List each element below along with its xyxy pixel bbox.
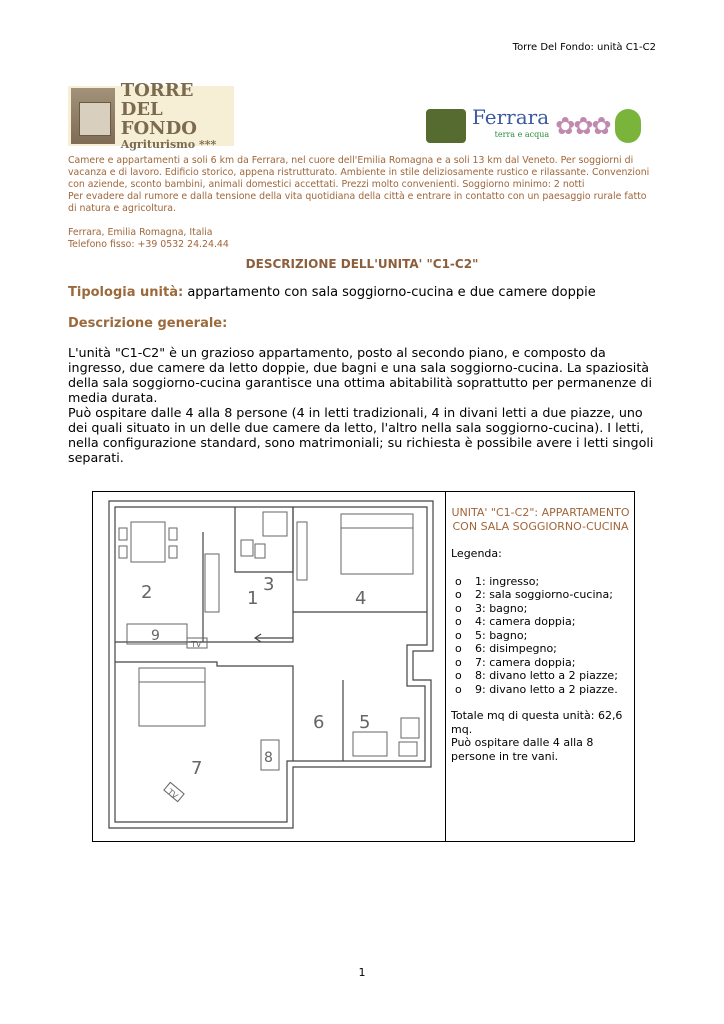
outer-wall [109, 501, 433, 828]
room-label: 9 [151, 628, 160, 644]
legend-item-text: 2: sala soggiorno-cucina; [475, 588, 613, 601]
toilet-bath5 [399, 742, 417, 756]
typology-value: appartamento con sala soggiorno-cucina e due camere doppie [187, 285, 596, 300]
chair [169, 546, 177, 558]
floor-plan [93, 492, 445, 841]
typology [68, 285, 596, 300]
chair [169, 528, 177, 540]
bed-room4 [341, 514, 413, 574]
list-item [451, 615, 630, 629]
room-label: 5 [359, 712, 371, 733]
list-bullet: o [455, 655, 462, 669]
ferrara-logo [472, 105, 550, 144]
list-item [451, 642, 630, 656]
general-description-heading [68, 316, 227, 331]
agriturismo-logo [426, 109, 466, 143]
legend-item-text: 7: camera doppia; [475, 655, 576, 669]
wall-room2 [115, 532, 203, 642]
body-paragraph-2: Può ospitare dalle 4 alla 8 persone (4 in letti tradizionali, 4 in divani letti a due piazze, uno dei quali situato in un delle due camere da letto, l'altro nella sala soggiorno-cucina). I letti, nella configurazione standard, sono matrimoniali; su richiesta è possibile avere i letti singoli separati. [68, 405, 654, 465]
list-bullet: o [455, 601, 462, 615]
intro-address: Ferrara, Emilia Romagna, Italia [68, 227, 213, 238]
section-title: DESCRIZIONE DELL'UNITA' "C1-C2" [245, 257, 479, 271]
room-label: 3 [263, 574, 275, 595]
torre-del-fondo-logo [68, 80, 234, 151]
flower-rating-icon: ✿✿✿ [555, 112, 610, 140]
header-doc-title: Torre Del Fondo: unità C1-C2 [512, 42, 656, 53]
room-label: 4 [355, 588, 367, 609]
partner-logos [426, 106, 656, 146]
table [131, 522, 165, 562]
intro-paragraph2: Per evadere dal rumore e dalla tensione della vita quotidiana della città e entrare in contatto con un paesaggio rurale fatto di natura e agricoltura. [68, 191, 647, 214]
list-item [451, 602, 630, 616]
room-label: 7 [191, 758, 203, 779]
page-number: 1 [358, 966, 366, 979]
legend-heading: Legenda: [451, 547, 502, 560]
room-label: 6 [313, 712, 325, 733]
logo-line2: DEL FONDO [120, 99, 197, 139]
legend-item-text: 8: divano letto a 2 piazze; [475, 669, 618, 682]
legend-list [451, 575, 630, 697]
list-item [451, 669, 630, 683]
building-photo [71, 88, 115, 144]
legend-item-text: 9: divano letto a 2 piazze. [475, 682, 618, 696]
shower-bath5 [353, 732, 387, 756]
sink [241, 540, 253, 556]
room-label: 2 [141, 582, 153, 603]
list-item [451, 588, 630, 602]
ferrara-logo-text: Ferrara [472, 105, 550, 129]
legend-item-text: 1: ingresso; [475, 574, 540, 588]
tv-label: TV [165, 787, 180, 801]
intro-text [68, 155, 656, 251]
logo-line3: Agriturismo *** [120, 138, 217, 151]
description-body [68, 345, 658, 465]
legend-item-text: 4: camera doppia; [475, 615, 576, 628]
legend-item-text: 6: disimpegno; [475, 642, 557, 655]
room-label: 8 [264, 750, 273, 766]
logo-line1: TORRE [120, 80, 194, 101]
room-label: 1 [247, 588, 259, 609]
list-bullet: o [455, 682, 462, 696]
body-paragraph-1: L'unità "C1-C2" è un grazioso appartamento, posto al secondo piano, e composto da ingresso, due camere da letto doppie, due bagni e una sala soggiorno-cucina. La spaziosità della sala soggiorno-cucina garantisce una ottima abitabilità soprattutto per permanenze di media durata. [68, 345, 652, 405]
typology-label: Tipologia unità: [68, 285, 184, 300]
list-bullet: o [455, 574, 462, 588]
chair [119, 528, 127, 540]
list-bullet: o [455, 642, 462, 655]
intro-phone: Telefono fisso: +39 0532 24.24.44 [68, 239, 229, 250]
legend-item-text: 5: bagno; [475, 628, 528, 642]
list-bullet: o [455, 588, 462, 601]
washbasin [401, 718, 419, 738]
legend-title: UNITA' "C1-C2": APPARTAMENTO CON SALA SOGGIORNO-CUCINA [451, 506, 630, 533]
shower [263, 512, 287, 536]
tv-label: TV [191, 640, 202, 649]
list-item [451, 656, 630, 670]
plan-table [92, 491, 635, 842]
bed-room7 [139, 668, 205, 726]
list-item [451, 683, 630, 697]
total-area: Totale mq di questa unità: 62,6 mq. [451, 709, 623, 736]
list-bullet: o [455, 669, 462, 682]
capacity: Può ospitare dalle 4 alla 8 persone in tre vani. [451, 736, 594, 763]
wardrobe [297, 522, 307, 580]
chair [119, 546, 127, 558]
legend-cell [446, 492, 634, 841]
ferrara-logo-subtext: terra e acqua [494, 130, 550, 139]
general-label: Descrizione generale: [68, 316, 228, 331]
floor-plan-cell [93, 492, 446, 841]
agriturist-logo [615, 109, 641, 143]
list-bullet: o [455, 615, 462, 628]
list-item [451, 629, 630, 643]
legend-item-text: 3: bagno; [475, 601, 528, 615]
intro-paragraph: Camere e appartamenti a soli 6 km da Ferrara, nel cuore dell'Emilia Romagna e a soli 13 km dal Veneto. Per soggiorni di vacanza e di lavoro. Edificio storico, appena ristrutturato. Ambiente in stile deliziosamente rustico e rilassante. Convenzioni con aziende, sconto bambini, animali domestici accettati. Prezzi molto convenienti. Soggiorno minimo: 2 notti [68, 155, 650, 190]
kitchen [205, 554, 219, 612]
list-item [451, 575, 630, 589]
outer-wall-inner [115, 507, 427, 822]
wall-room7 [115, 662, 293, 761]
toilet [255, 544, 265, 558]
list-bullet: o [455, 628, 462, 642]
